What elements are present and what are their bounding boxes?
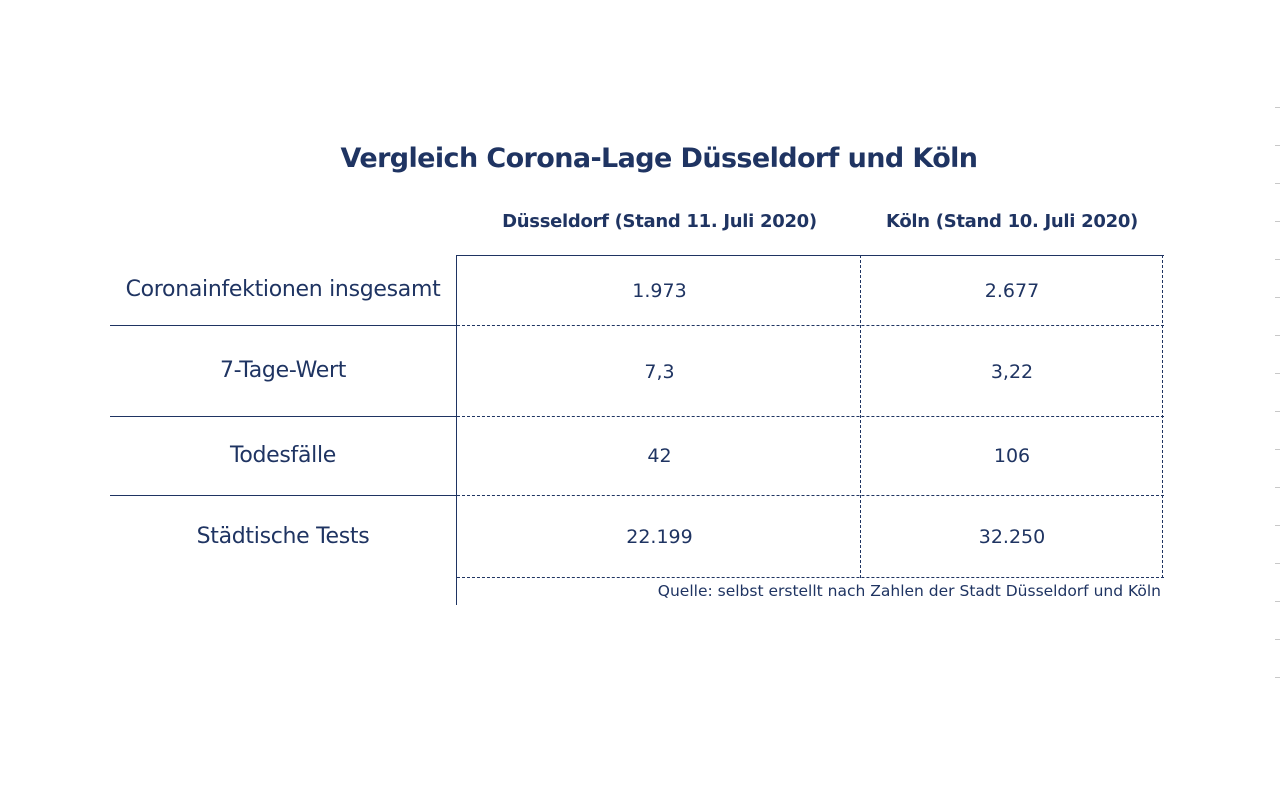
edge-tick [1275,221,1280,222]
table-middle-divider [860,255,861,578]
row-divider-cells [457,495,1164,496]
cell-7-tage-duesseldorf: 7,3 [644,361,675,383]
row-label-todesfaelle: Todesfälle [229,443,337,468]
row-label-infektionen: Coronainfektionen insgesamt [125,277,441,302]
cell-infektionen-koeln: 2.677 [984,280,1040,302]
table-bottom-border [457,577,1164,578]
row-label-tests: Städtische Tests [196,524,370,549]
edge-tick [1275,259,1280,260]
table-left-border [456,255,457,605]
row-divider-label [110,325,457,326]
cell-todesfaelle-koeln: 106 [993,445,1031,467]
edge-tick [1275,107,1280,108]
edge-tick [1275,563,1280,564]
source-note: Quelle: selbst erstellt nach Zahlen der Stadt Düsseldorf und Köln [657,582,1161,600]
column-header-duesseldorf: Düsseldorf (Stand 11. Juli 2020) [502,211,817,232]
row-divider-cells [457,416,1164,417]
row-divider-label [110,416,457,417]
edge-tick [1275,639,1280,640]
page-title: Vergleich Corona-Lage Düsseldorf und Köln [340,143,978,174]
edge-tick [1275,677,1280,678]
row-divider-cells [457,325,1164,326]
cell-infektionen-duesseldorf: 1.973 [632,280,687,302]
edge-tick [1275,487,1280,488]
cell-todesfaelle-duesseldorf: 42 [647,445,672,467]
edge-tick [1275,297,1280,298]
edge-tick [1275,373,1280,374]
edge-tick [1275,601,1280,602]
table-right-border [1162,255,1163,578]
edge-tick [1275,145,1280,146]
edge-tick [1275,525,1280,526]
cell-tests-koeln: 32.250 [978,526,1046,548]
edge-tick [1275,449,1280,450]
row-divider-label [110,495,457,496]
cell-7-tage-koeln: 3,22 [990,361,1034,383]
row-label-7-tage-wert: 7-Tage-Wert [219,358,347,383]
edge-tick [1275,335,1280,336]
cell-tests-duesseldorf: 22.199 [626,526,693,548]
edge-tick [1275,183,1280,184]
column-header-koeln: Köln (Stand 10. Juli 2020) [886,211,1138,232]
edge-tick [1275,411,1280,412]
table-top-border [457,255,1164,256]
